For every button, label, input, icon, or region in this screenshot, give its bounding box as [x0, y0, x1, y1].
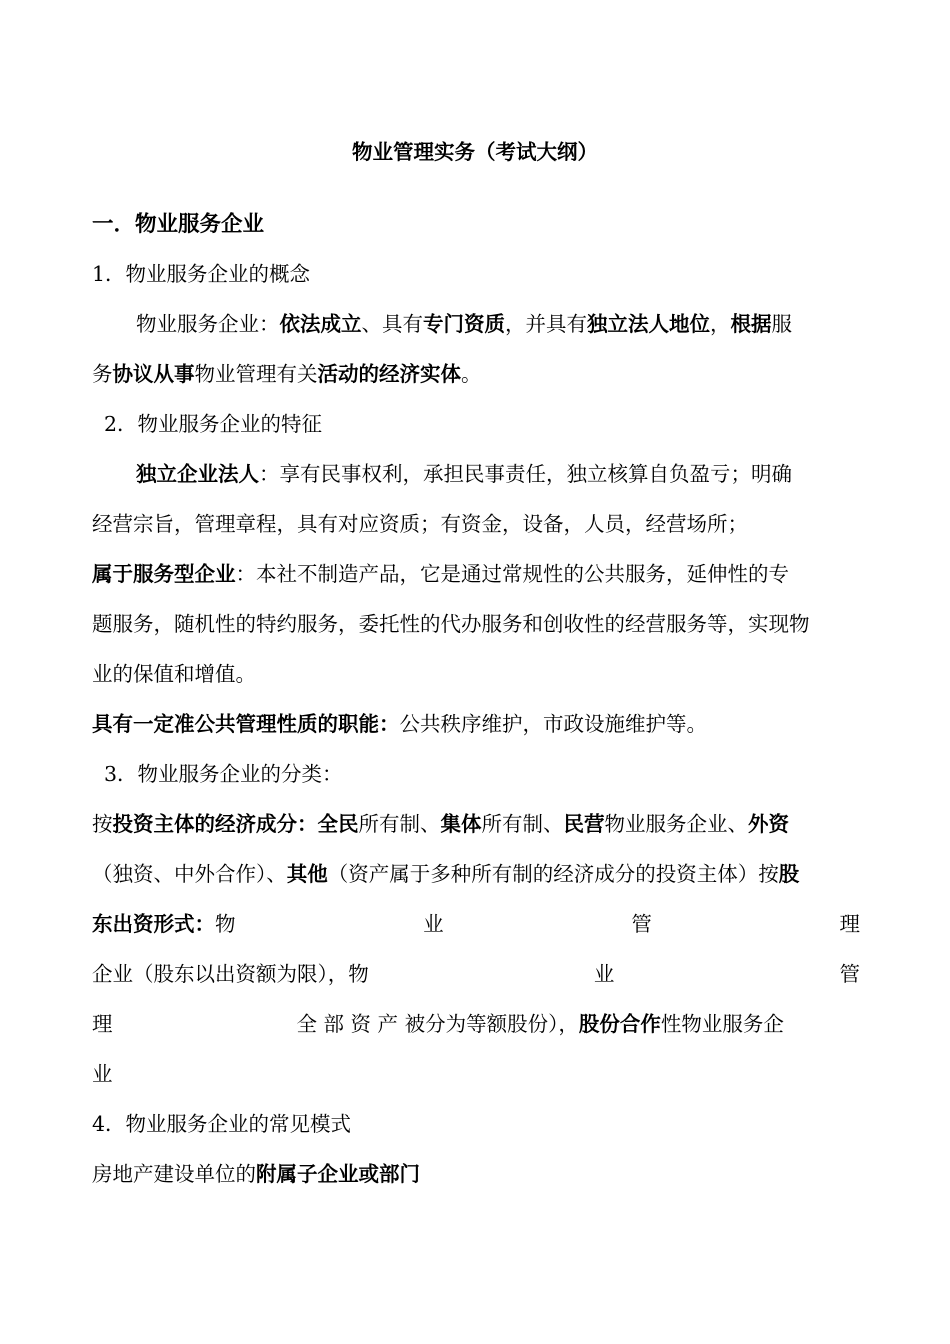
item4-heading: 4．物业服务企业的常见模式 [92, 1112, 352, 1136]
section-heading: 一．物业服务企业 [92, 212, 265, 237]
feature-2-line-1: 属于服务型企业：本社不制造产品，它是通过常规性的公共服务，延伸性的专 [92, 562, 789, 586]
classification-line-6: 业 [92, 1062, 113, 1086]
classification-line-2: （独资、中外合作）、其他（资产属于多种所有制的经济成分的投资主体）按股 [92, 862, 800, 886]
item3-heading: 3．物业服务企业的分类： [104, 762, 343, 786]
feature-3-line: 具有一定准公共管理性质的职能：公共秩序维护，市政设施维护等。 [92, 712, 707, 736]
feature-1-line-2: 经营宗旨，管理章程，具有对应资质；有资金，设备，人员，经营场所； [92, 512, 748, 536]
feature-1-line-1: 独立企业法人：享有民事权利，承担民事责任，独立核算自负盈亏；明确 [136, 462, 792, 486]
classification-line-5: 理 全 部 资 产 被分为等额股份），股份合作性物业服务企 [92, 1012, 784, 1036]
feature-2-line-2: 题服务，随机性的特约服务，委托性的代办服务和创收性的经营服务等，实现物 [92, 612, 810, 636]
classification-line-4: 企业（股东以出资额为限），物 业 管 [92, 962, 860, 986]
document-title: 物业管理实务（考试大纲） [352, 140, 598, 164]
mode-line-1: 房地产建设单位的附属子企业或部门 [92, 1162, 420, 1186]
item1-heading: 1．物业服务企业的概念 [92, 262, 311, 286]
definition-line-1: 物业服务企业：依法成立、具有专门资质，并具有独立法人地位，根据服 [136, 312, 792, 336]
feature-2-line-3: 业的保值和增值。 [92, 662, 256, 686]
item2-heading: 2．物业服务企业的特征 [104, 412, 323, 436]
classification-line-3: 东出资形式：物 业 管 理 [92, 912, 860, 936]
definition-line-2: 务协议从事物业管理有关活动的经济实体。 [92, 362, 482, 386]
classification-line-1: 按投资主体的经济成分：全民所有制、集体所有制、民营物业服务企业、外资 [92, 812, 789, 836]
